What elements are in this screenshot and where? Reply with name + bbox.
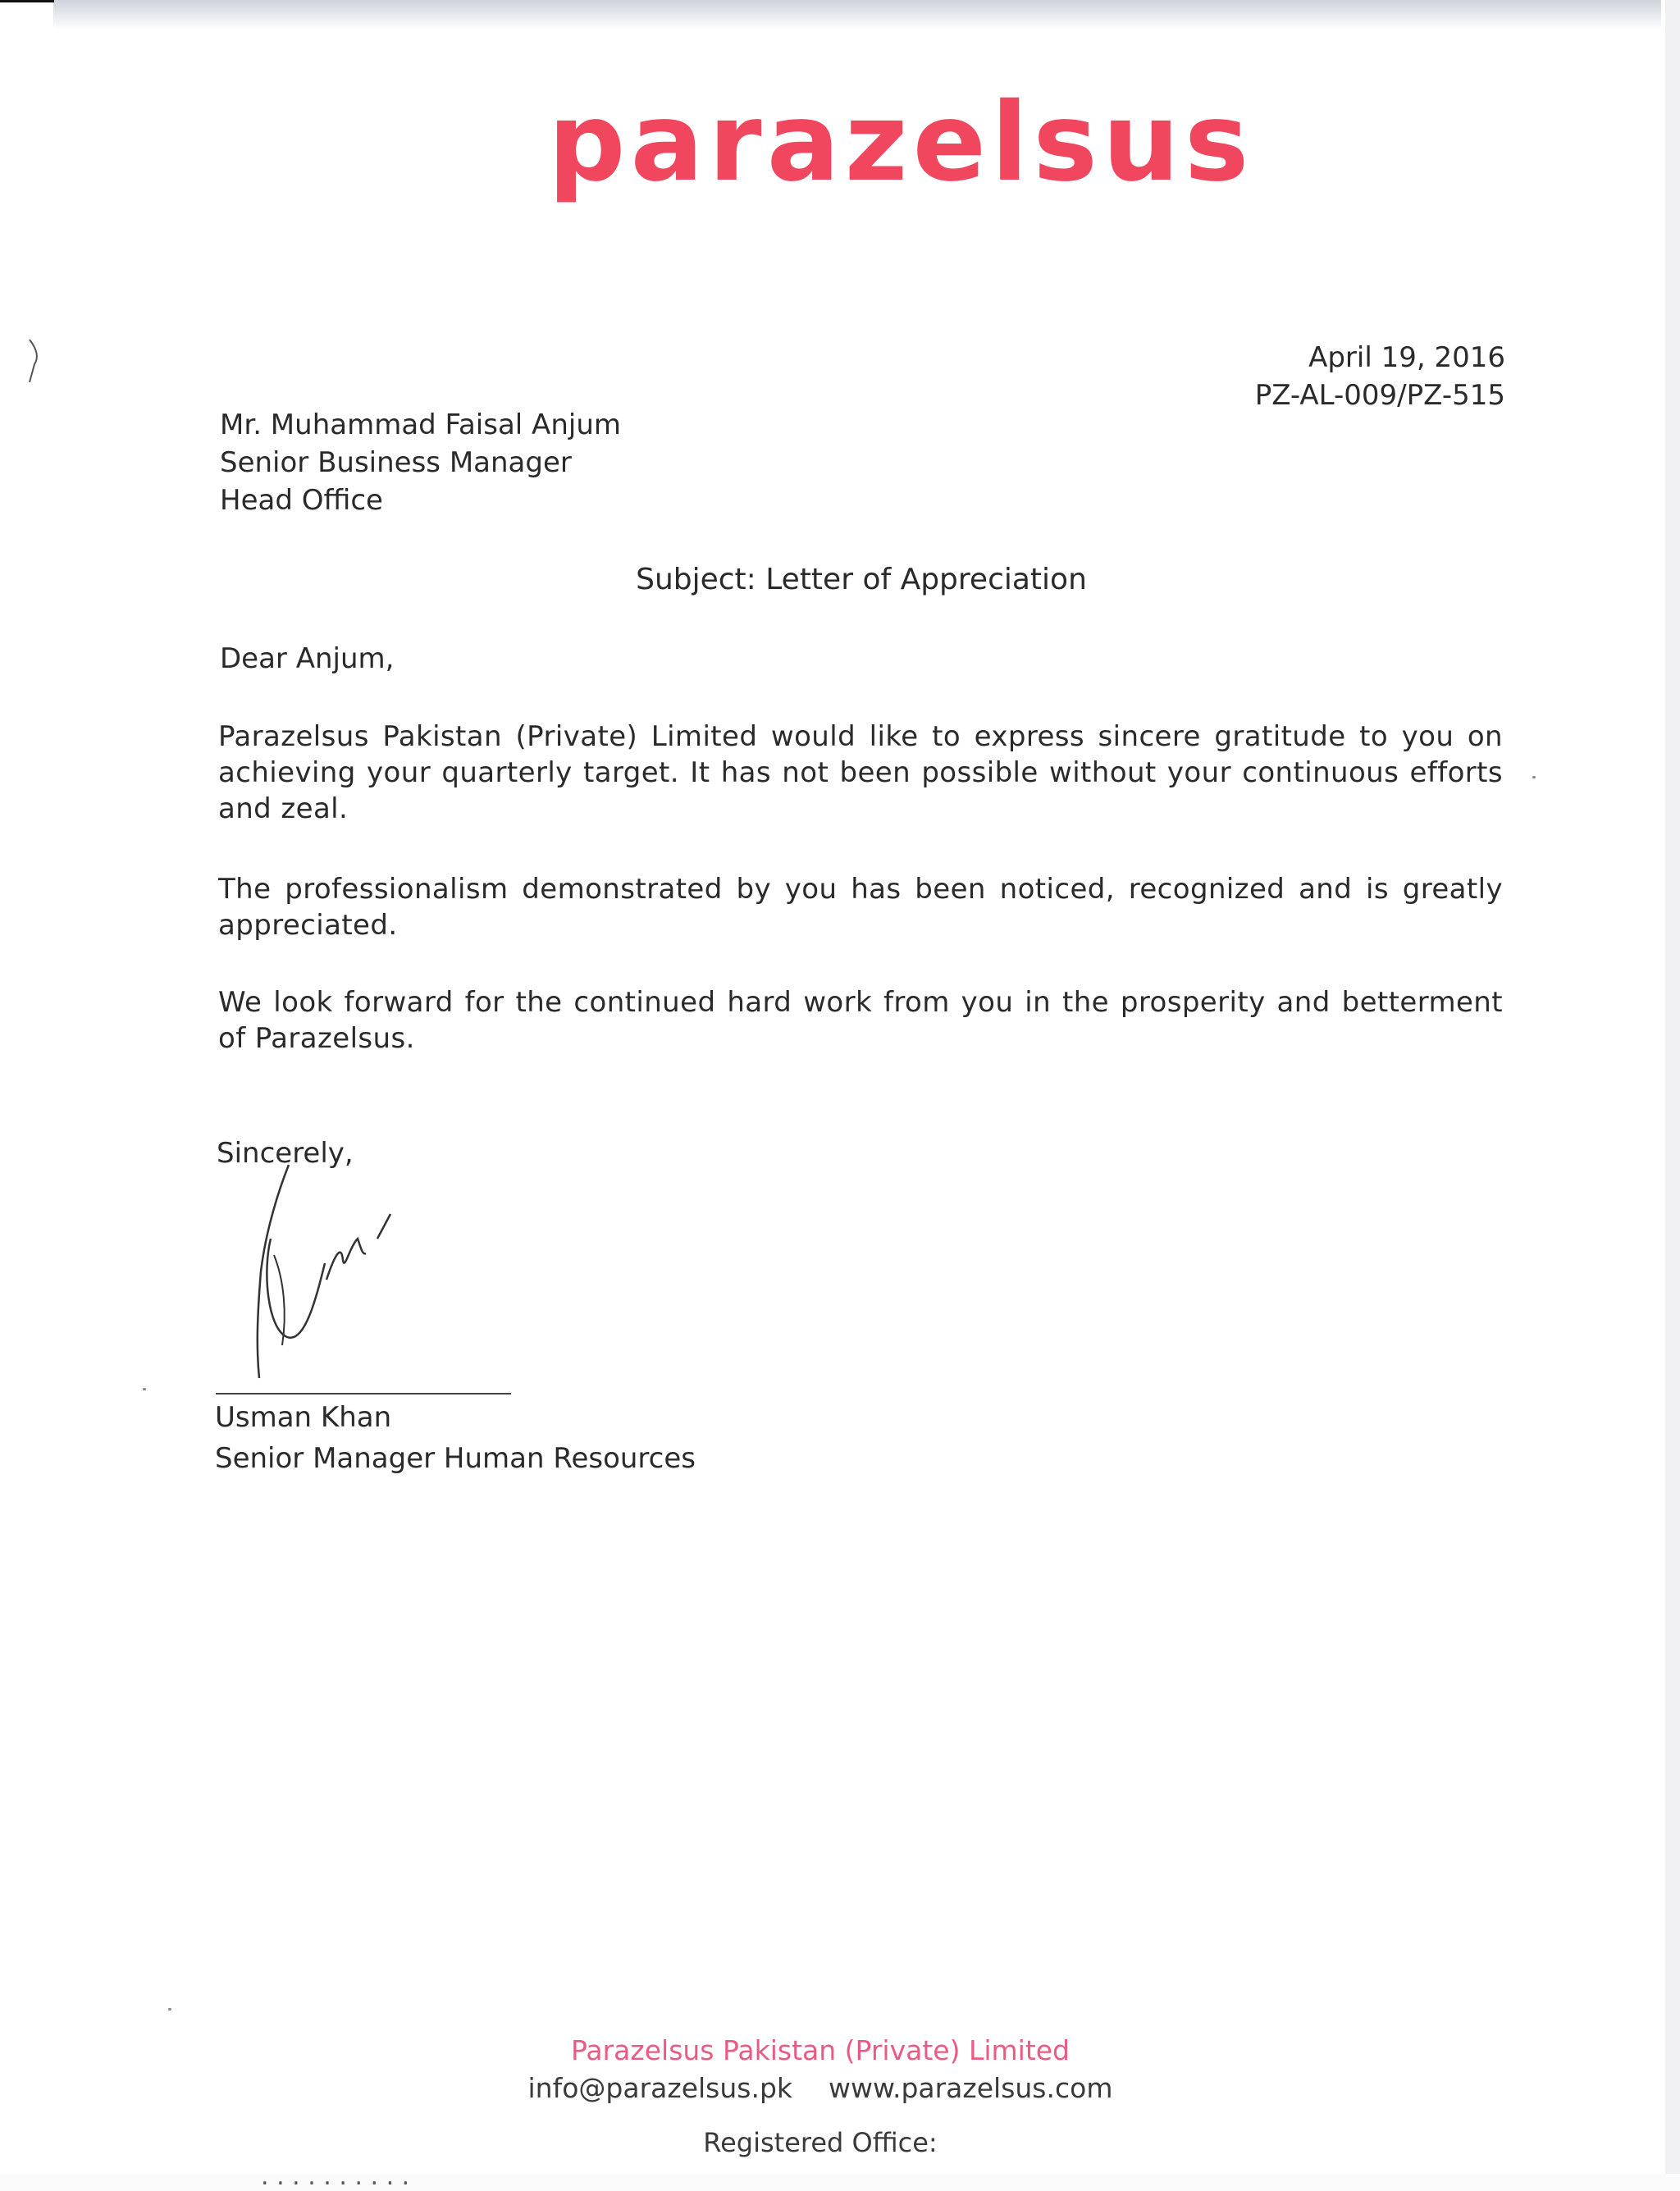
- scan-speck: [1532, 776, 1536, 778]
- footer-address-cutoff: . . . . . . . . . .: [261, 2162, 410, 2191]
- body-paragraph-1: Parazelsus Pakistan (Private) Limited would like to express sincere gratitude to you on achieving your quarterly target. It has not been possible without your continuous efforts and zeal.: [218, 720, 1503, 825]
- closing: Sincerely,: [217, 1137, 354, 1170]
- signatory-title: Senior Manager Human Resources: [215, 1442, 696, 1475]
- date-reference-block: [1066, 339, 1505, 414]
- scan-speck: [168, 2008, 171, 2011]
- recipient-location: Head Office: [220, 484, 383, 517]
- scan-right-edge: [1665, 0, 1680, 2174]
- scan-corner-mark: [0, 0, 54, 2]
- footer-registered-office-label: Registered Office:: [703, 2127, 938, 2158]
- handwritten-signature: [238, 1157, 402, 1386]
- recipient-block: [220, 406, 621, 519]
- signatory-name: Usman Khan: [215, 1401, 392, 1434]
- scan-artifact-mark: [26, 336, 51, 386]
- scan-shadow: [53, 0, 1661, 30]
- signature-line: [216, 1393, 511, 1394]
- recipient-title: Senior Business Manager: [220, 446, 572, 479]
- letter-subject: Subject: Letter of Appreciation: [636, 563, 1087, 596]
- footer-contact-row: [492, 2072, 1148, 2104]
- scan-speck: [143, 1388, 146, 1390]
- body-paragraph-3: We look forward for the continued hard work from you in the prosperity and betterment of Parazelsus.: [218, 986, 1503, 1055]
- reference-number: PZ-AL-009/PZ-515: [1254, 379, 1505, 412]
- footer-website: www.parazelsus.com: [829, 2072, 1113, 2104]
- letter-date: April 19, 2016: [1308, 341, 1505, 374]
- company-logo: parazelsus: [548, 80, 1254, 206]
- recipient-name: Mr. Muhammad Faisal Anjum: [220, 409, 621, 441]
- footer-email: info@parazelsus.pk: [527, 2072, 793, 2104]
- body-paragraph-2: The professionalism demonstrated by you has been noticed, recognized and is greatly appreciated.: [218, 873, 1503, 942]
- salutation: Dear Anjum,: [220, 642, 395, 675]
- signatory-block: [215, 1399, 696, 1477]
- footer-company-name: Parazelsus Pakistan (Private) Limited: [570, 2034, 1071, 2066]
